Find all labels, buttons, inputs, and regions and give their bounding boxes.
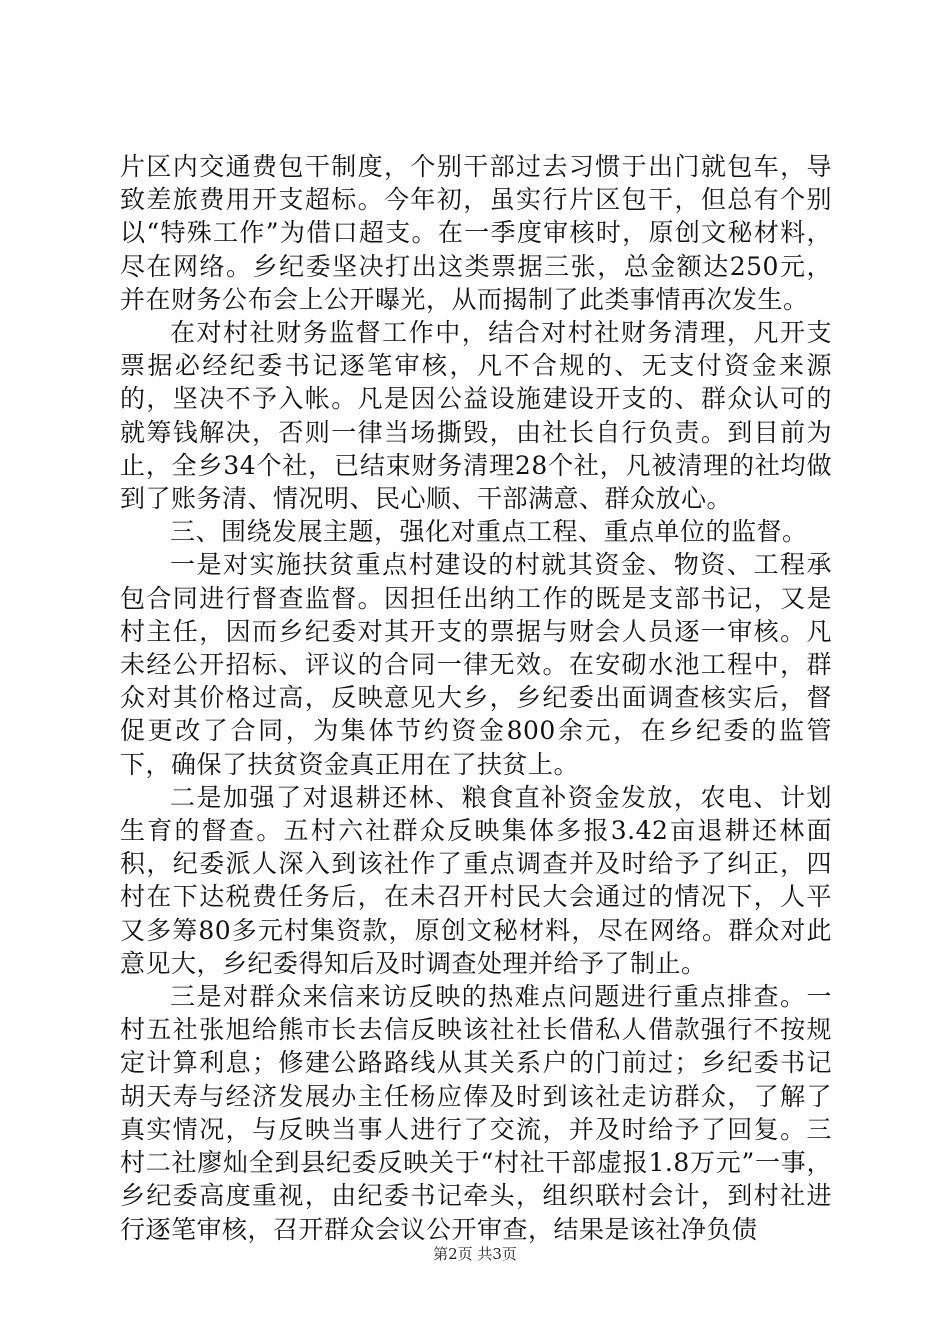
section-heading: 三、围绕发展主题，强化对重点工程、重点单位的监督。: [170, 517, 808, 547]
paragraph-4: 二是加强了对退耕还林、粮食直补资金发放，农电、计划生育的督查。五村六社群众反映集体多报3.42亩退耕还林面积，纪委派人深入到该社作了重点调查并及时给予了纠正，四村在下达税费任务后，在未召开村民大会通过的情况下，人平又多筹80多元村集资款，原创文秘材料，尽在网络。群众对此意见大，乡纪委得知后及时调查处理并给予了制止。: [120, 782, 832, 978]
paragraph-5: 三是对群众来信来访反映的热难点问题进行重点排查。一村五社张旭给熊市长去信反映该社社长借私人借款强行不按规定计算利息；修建公路路线从其关系户的门前过；乡纪委书记胡天寿与经济发展办主任杨应俸及时到该社走访群众，了解了真实情况，与反映当事人进行了交流，并及时给予了回复。三村二社廖灿全到县纪委反映关于“村社干部虚报1.8万元”一事，乡纪委高度重视，由纪委书记牵头，组织联村会计，到村社进行逐笔审核，召开群众会议公开审查，结果是该社净负债: [120, 982, 832, 1244]
paragraph-3: 一是对实施扶贫重点村建设的村就其资金、物资、工程承包合同进行督查监督。因担任出纳工作的既是支部书记，又是村主任，因而乡纪委对其开支的票据与财会人员逐一审核。凡未经公开招标、评议的合同一律无效。在安砌水池工程中，群众对其价格过高，反映意见大乡，乡纪委出面调查核实后，督促更改了合同，为集体节约资金800余元，在乡纪委的监管下，确保了扶贫资金真正用在了扶贫上。: [120, 550, 832, 779]
page-number-footer: 第2页 共3页: [433, 1245, 517, 1263]
paragraph-2: 在对村社财务监督工作中，结合对村社财务清理，凡开支票据必经纪委书记逐笔审核，凡不合规的、无支付资金来源的，坚决不予入帐。凡是因公益设施建设开支的、群众认可的就筹钱解决，否则一律当场撕毁，由社长自行负责。到目前为止，全乡34个社，已结束财务清理28个社，凡被清理的社均做到了账务清、情况明、民心顺、干部满意、群众放心。: [120, 318, 832, 514]
document-body: [120, 150, 832, 1246]
paragraph-1: 片区内交通费包干制度，个别干部过去习惯于出门就包车，导致差旅费用开支超标。今年初，虽实行片区包干，但总有个别以“特殊工作”为借口超支。在一季度审核时，原创文秘材料，尽在网络。乡纪委坚决打出这类票据三张，总金额达250元，并在财务公布会上公开曝光，从而揭制了此类事情再次发生。: [120, 152, 832, 314]
